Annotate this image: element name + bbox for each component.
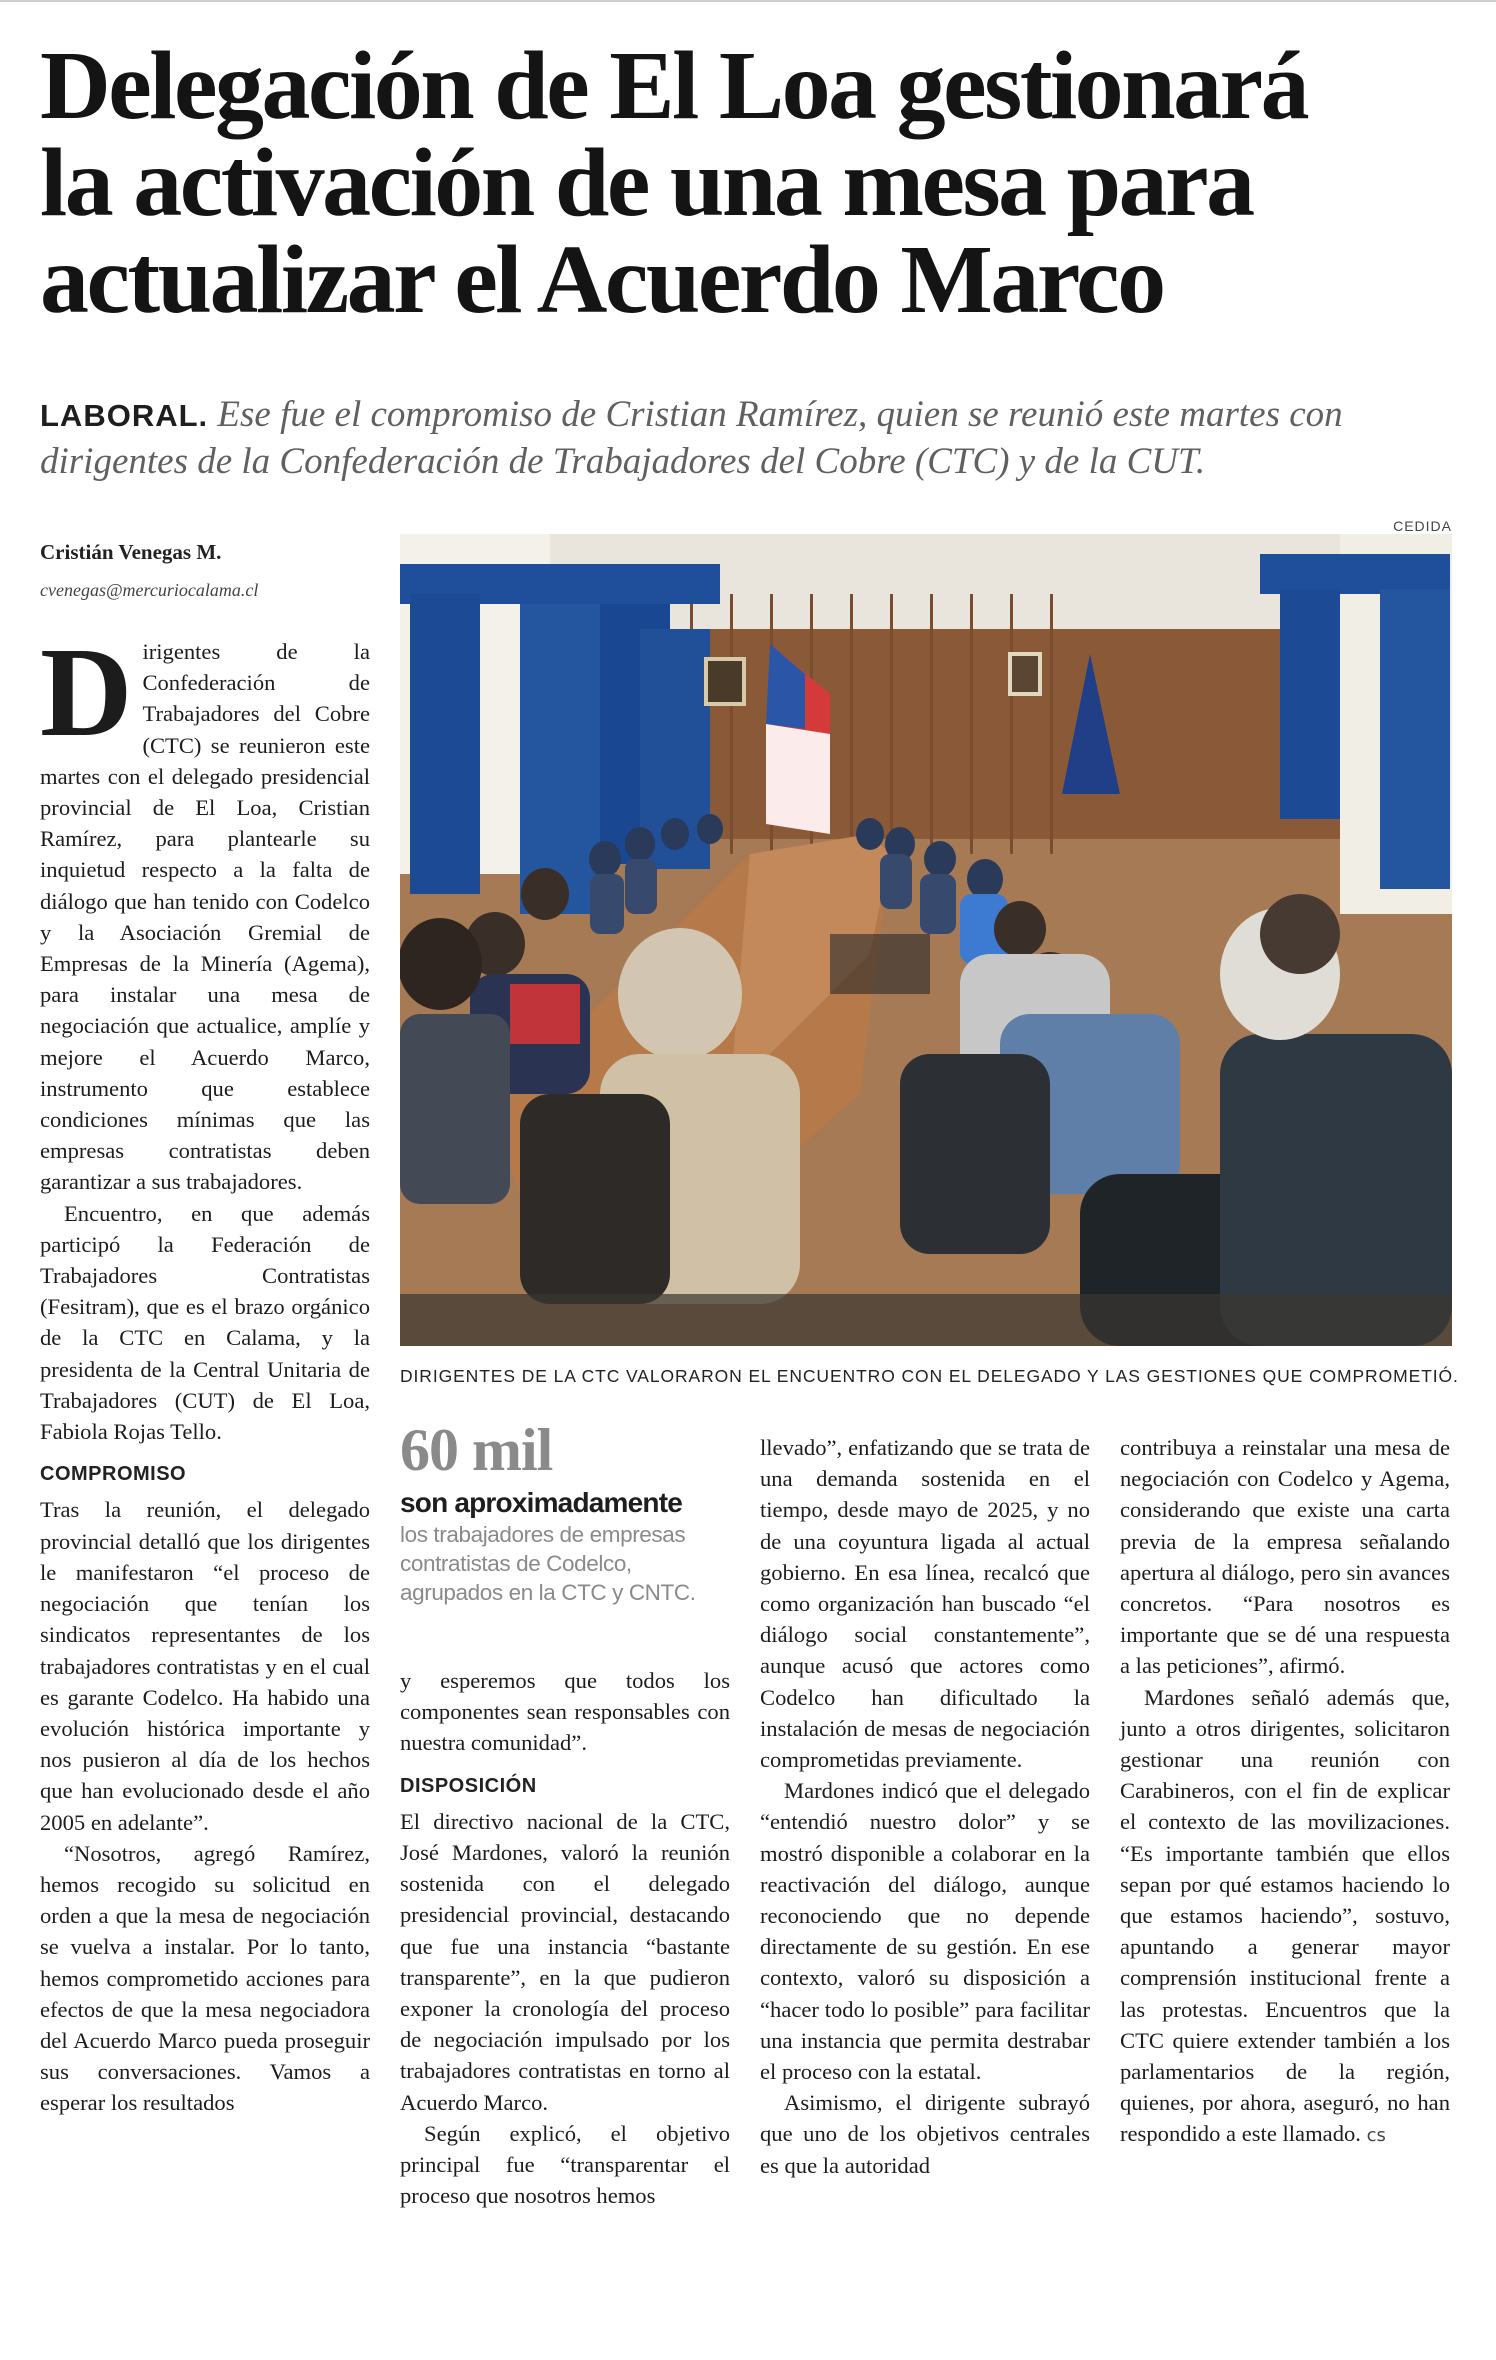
section-heading-compromiso: COMPROMISO bbox=[40, 1463, 187, 1486]
body-paragraph: llevado”, enfatizando que se trata de una demanda sostenida en el tiempo, desde mayo de 2025, y no de una coyuntura ligada al actual gobierno. En esa línea, recalcó que como organización han buscado “el diálogo social constantemente”, aunque acusó que actores como Codelco han dificultado la instalación de mesas de negociación comprometidas previamente. bbox=[760, 1435, 1090, 1773]
byline-email: cvenegas@mercuriocalama.cl bbox=[40, 580, 259, 600]
body-paragraph: Asimismo, el dirigente subrayó que uno de los objetivos centrales es que la autoridad bbox=[760, 2090, 1090, 2178]
headline-line-3: actualizar el Acuerdo Marco bbox=[40, 226, 1164, 334]
body-paragraph: “Nosotros, agregó Ramírez, hemos recogido su solicitud en orden a que la mesa de negociación se vuelva a instalar. Por lo tanto, hemos comprometido acciones para efectos de que la mesa negociadora del Acuerdo Marco pueda proseguir sus conversaciones. Vamos a esperar los resultados bbox=[40, 1840, 370, 2116]
byline-author: Cristián Venegas M. bbox=[40, 540, 222, 564]
body-paragraph: Mardones indicó que el delegado “entendió nuestro dolor” y se mostró disponible a colaborar en la reactivación del diálogo, aunque reconociendo que no depende directamente de su gestión. En ese contexto, valoró su disposición a “hacer todo lo posible” para facilitar una instancia que permita destrabar el proceso con la estatal. bbox=[760, 1778, 1090, 2085]
fact-text: los trabajadores de empresas contratistas de Codelco, agrupados en la CTC y CNTC. bbox=[400, 1522, 696, 1605]
headline-line-2: la activación de una mesa para bbox=[40, 129, 1253, 237]
article-column-1 bbox=[40, 621, 370, 2119]
fact-number: 60 mil bbox=[400, 1417, 553, 1483]
dropcap: D bbox=[40, 621, 133, 763]
section-heading-disposicion: DISPOSICIÓN bbox=[400, 1774, 537, 1797]
photo-credit: CEDIDA bbox=[1393, 518, 1452, 534]
body-paragraph bbox=[1120, 1682, 1450, 2152]
deck-subheading bbox=[40, 392, 1460, 485]
meeting-photo bbox=[400, 534, 1452, 1346]
body-paragraph: Encuentro, en que además participó la Federación de Trabajadores Contratistas (Fesitram), que es el brazo orgánico de la CTC en Calama, y la presidenta de la Central Unitaria de Trabajadores (CUT) de El Loa, Fabiola Rojas Tello. bbox=[40, 1200, 370, 1445]
body-paragraph: contribuya a reinstalar una mesa de negociación con Codelco y Agema, considerando que existe una carta previa de la empresa señalando apertura al diálogo, pero sin avances concretos. “Para nosotros es importante que se dé una respuesta a las peticiones”, afirmó. bbox=[1120, 1435, 1450, 1679]
article-column-4 bbox=[1120, 1432, 1450, 2152]
meeting-photo-illustration bbox=[400, 534, 1452, 1346]
body-paragraph: Según explicó, el objetivo principal fue “transparentar el proceso que nosotros hemos bbox=[400, 2120, 730, 2209]
article-column-3 bbox=[760, 1432, 1090, 2181]
fact-lead: son aproximadamente bbox=[400, 1487, 682, 1518]
top-rule bbox=[0, 0, 1496, 6]
headline-line-1: Delegación de El Loa gestionará bbox=[40, 32, 1308, 140]
final-paragraph-text: Mardones señaló además que, junto a otros dirigentes, solicitaron gestionar una reunión con Carabineros, con el fin de explicar el contexto de las movilizaciones. “Es importante también que ellos sepan por qué estamos haciendo lo que estamos haciendo”, sostuvo, apuntando a generar mayor comprensión institucional frente a las protestas. Encuentros que la CTC quiere extender también a los parlamentarios de la región, quienes, por ahora, aseguró, no han respondido a este llamado. bbox=[1120, 1684, 1450, 2147]
deck-text: Ese fue el compromiso de Cristian Ramírez, quien se reunió este martes con dirigentes de la Confederación de Trabajadores del Cobre (CTC) y de la CUT. bbox=[40, 394, 1343, 482]
lead-paragraph bbox=[40, 621, 370, 1198]
fact-box bbox=[400, 1418, 740, 1607]
headline bbox=[40, 32, 1460, 334]
lead-paragraph-text: irigentes de la Confederación de Trabajadores del Cobre (CTC) se reunieron este martes con el delegado presidencial provincial de El Loa, Cristian Ramírez, para plantearle su inquietud respecto a la falta de diálogo que han tenido con Codelco y la Asociación Gremial de Empresas de la Minería (Agema), para instalar una mesa de negociación que actualice, amplíe y mejore el Acuerdo Marco, instrumento que establece condiciones mínimas que las empresas contratistas deben garantizar a sus trabajadores. bbox=[40, 639, 370, 1195]
photo-caption: DIRIGENTES DE LA CTC VALORARON EL ENCUENTRO CON EL DELEGADO Y LAS GESTIONES QUE COMPROMETIÓ. bbox=[400, 1366, 1459, 1386]
body-paragraph: y esperemos que todos los componentes sean responsables con nuestra comunidad”. bbox=[400, 1668, 730, 1756]
article-column-2 bbox=[400, 1665, 730, 2211]
body-paragraph: El directivo nacional de la CTC, José Mardones, valoró la reunión sostenida con el delegado presidencial provincial, destacando que fue una instancia “bastante transparente”, en la que pudieron exponer la cronología del proceso de negociación impulsado por los trabajadores contratistas en torno al Acuerdo Marco. bbox=[400, 1808, 730, 2115]
section-kicker: LABORAL. bbox=[40, 398, 209, 433]
end-mark: cs bbox=[1366, 2125, 1386, 2147]
body-paragraph: Tras la reunión, el delegado provincial detalló que los dirigentes le manifestaron “el proceso de negociación que tenían los sindicatos representantes de los trabajadores contratistas y en el cual es garante Codelco. Ha habido una evolución histórica importante y nos pusieron al día de los hechos que han evolucionado desde el año 2005 en adelante”. bbox=[40, 1497, 370, 1835]
